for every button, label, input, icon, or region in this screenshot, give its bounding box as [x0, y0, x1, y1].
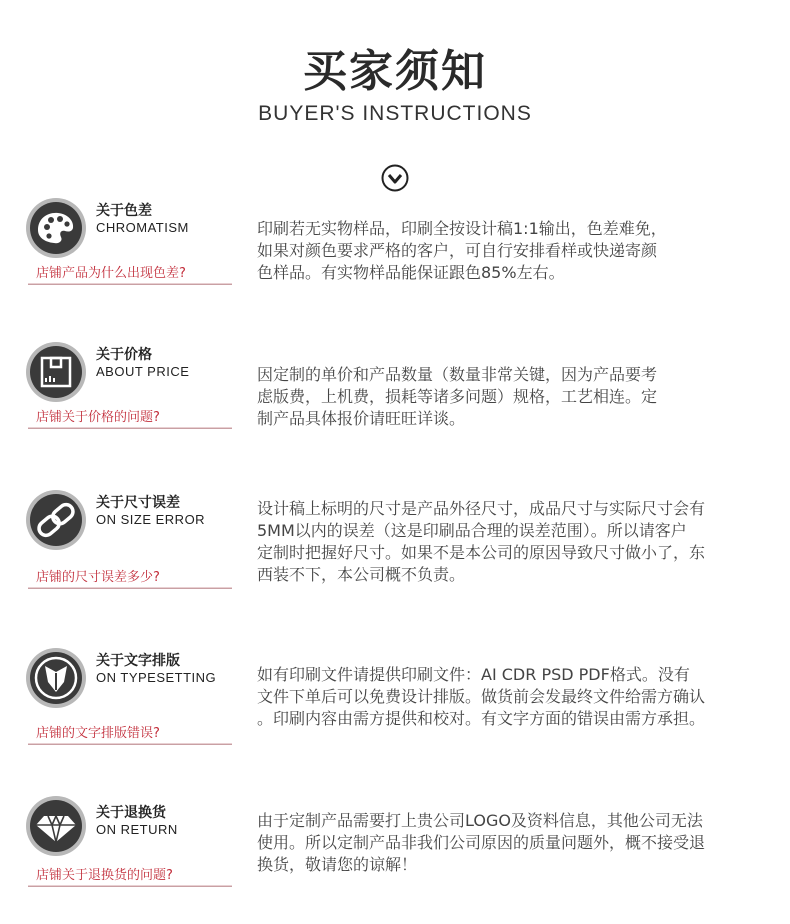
body-line: 色样品。有实物样品能保证跟色85%左右。 — [257, 263, 565, 282]
section-subtitle: ON TYPESETTING — [96, 670, 217, 685]
section-question: 店铺的文字排版错误? — [36, 726, 160, 741]
chevron-down-circle-icon — [380, 163, 410, 193]
section-body — [257, 218, 772, 284]
section-body — [257, 664, 772, 730]
section-subtitle: ON RETURN — [96, 822, 178, 837]
section-question: 店铺关于价格的问题? — [36, 410, 160, 425]
section-body — [257, 810, 772, 876]
pen-nib-icon — [24, 646, 88, 710]
diamond-icon — [24, 794, 88, 858]
section-chromatism — [0, 196, 790, 326]
section-underline — [28, 885, 232, 887]
link-chain-icon — [24, 488, 88, 552]
body-line: 使用。所以定制产品非我们公司原因的质量问题外，概不接受退 — [257, 833, 706, 852]
section-body — [257, 498, 772, 586]
section-title: 关于价格 — [96, 347, 152, 363]
body-line: 5MM以内的误差（这是印刷品合理的误差范围）。所以请客户 — [257, 521, 687, 540]
section-title: 关于文字排版 — [96, 653, 180, 669]
section-question: 店铺的尺寸误差多少? — [36, 570, 160, 585]
section-title: 关于尺寸误差 — [96, 495, 180, 511]
body-line: 因定制的单价和产品数量（数量非常关键，因为产品要考 — [257, 365, 658, 384]
section-title: 关于退换货 — [96, 805, 166, 821]
section-underline — [28, 427, 232, 429]
palette-icon — [24, 196, 88, 260]
body-line: 制产品具体报价请旺旺详谈。 — [257, 409, 466, 428]
section-subtitle: CHROMATISM — [96, 220, 189, 235]
body-line: 定制时把握好尺寸。如果不是本公司的原因导致尺寸做小了，东 — [257, 543, 706, 562]
body-line: 设计稿上标明的尺寸是产品外径尺寸，成品尺寸与实际尺寸会有 — [257, 499, 706, 518]
section-question: 店铺关于退换货的问题? — [36, 868, 173, 883]
body-line: 。印刷内容由需方提供和校对。有文字方面的错误由需方承担。 — [257, 709, 706, 728]
body-line: 文件下单后可以免费设计排版。做货前会发最终文件给需方确认 — [257, 687, 706, 706]
body-line: 西装不下，本公司概不负责。 — [257, 565, 466, 584]
body-line: 由于定制产品需要打上贵公司LOGO及资料信息，其他公司无法 — [257, 811, 703, 830]
section-question: 店铺产品为什么出现色差? — [36, 266, 186, 281]
body-line: 印刷若无实物样品，印刷全按设计稿1:1输出，色差难免， — [257, 219, 667, 238]
section-body — [257, 364, 772, 430]
body-line: 虑版费，上机费，损耗等诸多问题）规格，工艺相连。定 — [257, 387, 658, 406]
section-typesetting — [0, 646, 790, 776]
section-underline — [28, 587, 232, 589]
page-title: 买家须知 — [303, 46, 487, 97]
section-title: 关于色差 — [96, 203, 152, 219]
section-price — [0, 340, 790, 470]
package-box-icon — [24, 340, 88, 404]
section-subtitle: ABOUT PRICE — [96, 364, 190, 379]
section-subtitle: ON SIZE ERROR — [96, 512, 206, 527]
section-underline — [28, 743, 232, 745]
section-underline — [28, 283, 232, 285]
section-return — [0, 794, 790, 924]
body-line: 换货，敬请您的谅解！ — [257, 855, 418, 874]
body-line: 如果对颜色要求严格的客户，可自行安排看样或快递寄颜 — [257, 241, 658, 260]
section-size-error — [0, 488, 790, 618]
body-line: 如有印刷文件请提供印刷文件：AI CDR PSD PDF格式。没有 — [257, 665, 690, 684]
page-subtitle: BUYER'S INSTRUCTIONS — [258, 102, 532, 125]
